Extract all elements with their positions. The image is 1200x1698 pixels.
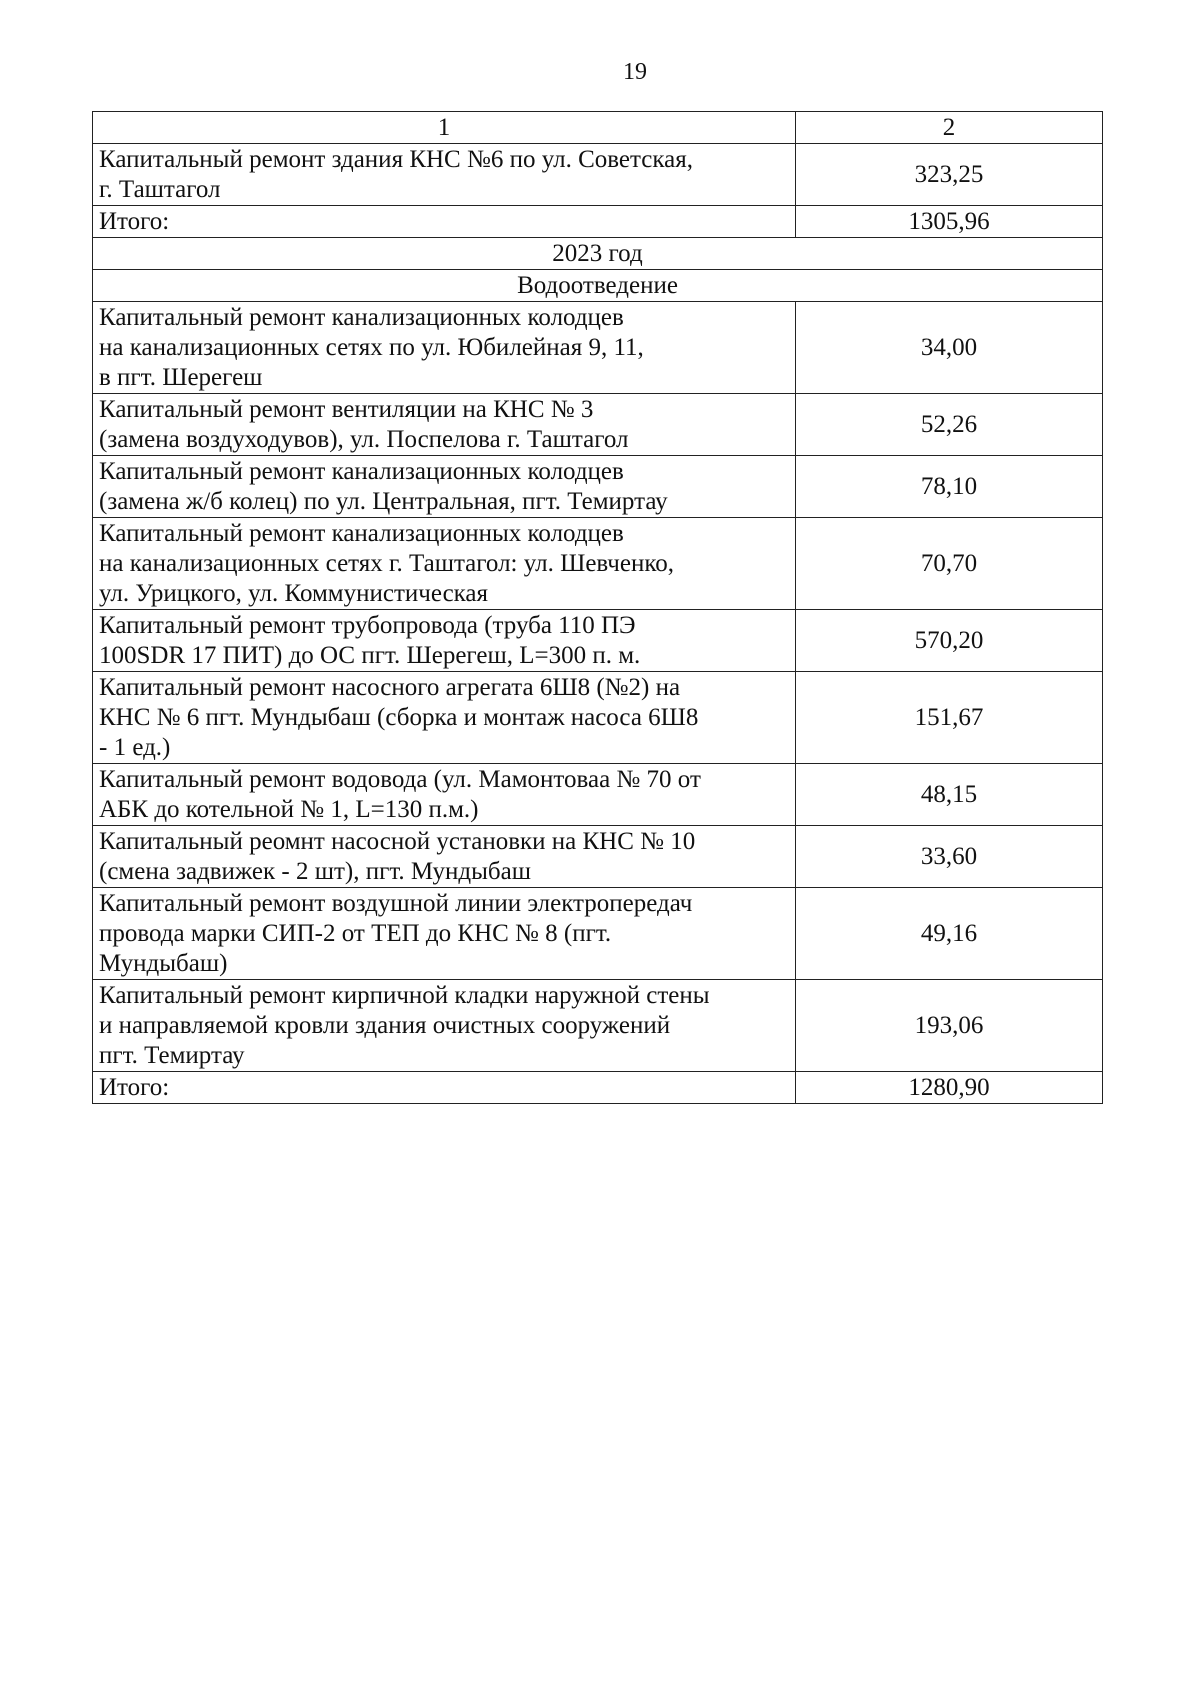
work-description bbox=[93, 980, 796, 1072]
cost-value: 49,16 bbox=[796, 888, 1103, 980]
work-description bbox=[93, 672, 796, 764]
table-row bbox=[93, 144, 1103, 206]
table-row bbox=[93, 980, 1103, 1072]
description-line: (замена воздуходувов), ул. Поспелова г. Таштагол bbox=[99, 426, 629, 453]
work-description bbox=[93, 144, 796, 206]
table-header-row bbox=[93, 112, 1103, 144]
page-number: 19 bbox=[623, 59, 647, 85]
total-value: 1305,96 bbox=[796, 206, 1103, 238]
description-line: Капитальный ремонт здания КНС №6 по ул. Советская, bbox=[99, 146, 693, 173]
description-line: Капитальный реомнт насосной установки на КНС № 10 bbox=[99, 828, 696, 855]
cost-value: 70,70 bbox=[796, 518, 1103, 610]
cost-value: 193,06 bbox=[796, 980, 1103, 1072]
total-label: Итого: bbox=[93, 206, 796, 238]
description-line: Капитальный ремонт воздушной линии электропередач bbox=[99, 890, 693, 917]
description-line: Капитальный ремонт насосного агрегата 6Ш8 (№2) на bbox=[99, 674, 681, 701]
table-row bbox=[93, 672, 1103, 764]
description-line: и направляемой кровли здания очистных сооружений bbox=[99, 1012, 671, 1039]
description-line: Капитальный ремонт канализационных колодцев bbox=[99, 520, 624, 547]
description-line: пгт. Темиртау bbox=[99, 1042, 245, 1069]
work-description bbox=[93, 518, 796, 610]
total-value: 1280,90 bbox=[796, 1072, 1103, 1104]
table-row bbox=[93, 764, 1103, 826]
table-row bbox=[93, 302, 1103, 394]
cost-value: 48,15 bbox=[796, 764, 1103, 826]
description-line: Капитальный ремонт канализационных колодцев bbox=[99, 458, 624, 485]
work-description bbox=[93, 764, 796, 826]
cost-value: 570,20 bbox=[796, 610, 1103, 672]
work-description bbox=[93, 610, 796, 672]
section-heading: Водоотведение bbox=[93, 270, 1103, 302]
description-line: (замена ж/б колец) по ул. Центральная, пгт. Темиртау bbox=[99, 488, 668, 515]
section-row bbox=[93, 270, 1103, 302]
description-line: г. Таштагол bbox=[99, 176, 221, 203]
cost-value: 52,26 bbox=[796, 394, 1103, 456]
cost-value: 323,25 bbox=[796, 144, 1103, 206]
description-line: Капитальный ремонт канализационных колодцев bbox=[99, 304, 624, 331]
work-description bbox=[93, 888, 796, 980]
column-header-1: 1 bbox=[93, 112, 796, 144]
table-row bbox=[93, 518, 1103, 610]
description-line: провода марки СИП-2 от ТЕП до КНС № 8 (пгт. bbox=[99, 920, 612, 947]
description-line: 100SDR 17 ПИТ) до ОС пгт. Шерегеш, L=300 п. м. bbox=[99, 642, 641, 669]
description-line: Капитальный ремонт вентиляции на КНС № 3 bbox=[99, 396, 594, 423]
table-row bbox=[93, 394, 1103, 456]
total-label: Итого: bbox=[93, 1072, 796, 1104]
description-line: Капитальный ремонт водовода (ул. Мамонтоваа № 70 от bbox=[99, 766, 701, 793]
description-line: на канализационных сетях г. Таштагол: ул. Шевченко, bbox=[99, 550, 674, 577]
description-line: Капитальный ремонт трубопровода (труба 110 ПЭ bbox=[99, 612, 636, 639]
cost-value: 78,10 bbox=[796, 456, 1103, 518]
column-header-2: 2 bbox=[796, 112, 1103, 144]
description-line: ул. Урицкого, ул. Коммунистическая bbox=[99, 580, 489, 607]
description-line: КНС № 6 пгт. Мундыбаш (сборка и монтаж насоса 6Ш8 bbox=[99, 704, 699, 731]
description-line: - 1 ед.) bbox=[99, 734, 171, 761]
section-heading: 2023 год bbox=[93, 238, 1103, 270]
table-body bbox=[93, 112, 1103, 1104]
work-description bbox=[93, 456, 796, 518]
table-row bbox=[93, 826, 1103, 888]
work-description bbox=[93, 394, 796, 456]
cost-value: 151,67 bbox=[796, 672, 1103, 764]
table-row bbox=[93, 888, 1103, 980]
description-line: (смена задвижек - 2 шт), пгт. Мундыбаш bbox=[99, 858, 531, 885]
cost-value: 34,00 bbox=[796, 302, 1103, 394]
table-row bbox=[93, 610, 1103, 672]
description-line: на канализационных сетях по ул. Юбилейная 9, 11, bbox=[99, 334, 644, 361]
table-row bbox=[93, 456, 1103, 518]
description-line: АБК до котельной № 1, L=130 п.м.) bbox=[99, 796, 479, 823]
description-line: Мундыбаш) bbox=[99, 950, 228, 977]
description-line: Капитальный ремонт кирпичной кладки наружной стены bbox=[99, 982, 710, 1009]
total-row bbox=[93, 1072, 1103, 1104]
work-description bbox=[93, 826, 796, 888]
section-row bbox=[93, 238, 1103, 270]
description-line: в пгт. Шерегеш bbox=[99, 364, 263, 391]
work-cost-table bbox=[92, 111, 1103, 1104]
total-row bbox=[93, 206, 1103, 238]
work-description bbox=[93, 302, 796, 394]
cost-value: 33,60 bbox=[796, 826, 1103, 888]
